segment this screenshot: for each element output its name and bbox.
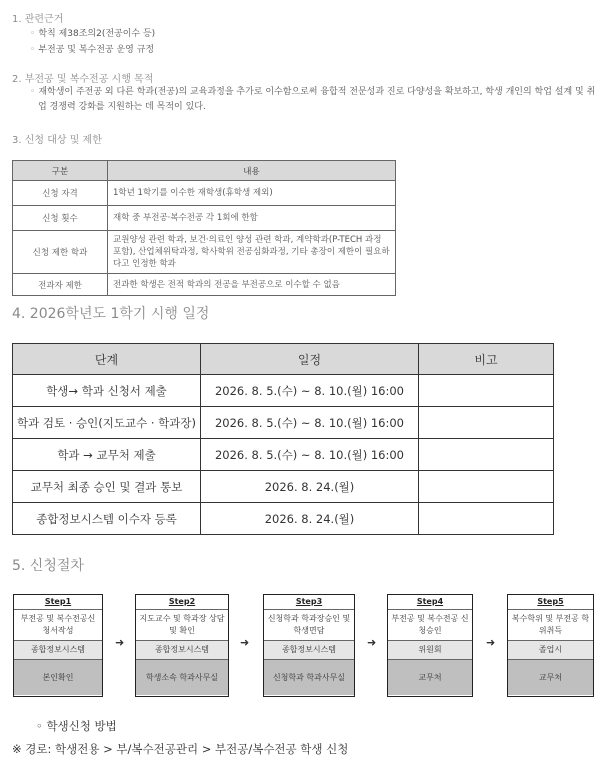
section1-item-2: ◦ 부전공 및 복수전공 운영 규정: [30, 45, 155, 55]
step-system: 위원회: [388, 641, 472, 660]
table-header-row: [13, 161, 396, 181]
row-key: 신청 횟수: [13, 206, 108, 231]
section2-title: 2. 부전공 및 복수전공 시행 목적: [12, 74, 154, 85]
application-method-heading: ◦ 학생신청 방법: [36, 719, 117, 733]
column-header: 내용: [108, 161, 396, 181]
row-key: 신청 제한 학과: [13, 231, 108, 274]
table-row: [13, 375, 554, 407]
step-1-box: [13, 594, 103, 697]
section5-title: 5. 신청절차: [12, 558, 84, 574]
arrow-right-icon: ➜: [115, 636, 125, 649]
row-key: 전과자 제한: [13, 274, 108, 296]
arrow-right-icon: ➜: [240, 636, 250, 649]
table-row: [13, 231, 396, 274]
table-row: [13, 471, 554, 503]
column-header: 일정: [201, 344, 419, 375]
date-cell: 2026. 8. 24.(월): [201, 503, 419, 535]
note-cell: [419, 439, 554, 471]
step-system: 종합정보시스템: [136, 641, 228, 660]
step-label: Step2: [136, 595, 228, 610]
section4-title: 4. 2026학년도 1학기 시행 일정: [12, 306, 210, 322]
step-5-box: [507, 594, 594, 697]
row-value: 1학년 1학기를 이수한 재학생(휴학생 제외): [108, 181, 396, 206]
note-cell: [419, 471, 554, 503]
stage-cell: 교무처 최종 승인 및 결과 통보: [13, 471, 201, 503]
step-owner: 본인확인: [14, 660, 102, 695]
date-cell: 2026. 8. 5.(수) ~ 8. 10.(월) 16:00: [201, 439, 419, 471]
step-description: 신청학과 학과장승인 및 학생면담: [264, 610, 354, 641]
row-value: 전과한 학생은 전적 학과의 전공을 부전공으로 이수할 수 없음: [108, 274, 396, 296]
step-system: 종합정보시스템: [264, 641, 354, 660]
step-owner: 신청학과 학과사무실: [264, 660, 354, 695]
row-key: 신청 자격: [13, 181, 108, 206]
step-system: 졸업시: [508, 641, 593, 660]
step-description: 부전공 및 복수전공 신청승인: [388, 610, 472, 641]
bullet-icon: ◦: [30, 45, 36, 55]
table-row: [13, 181, 396, 206]
step-owner: 교무처: [508, 660, 593, 695]
stage-cell: 학생→ 학과 신청서 제출: [13, 375, 201, 407]
column-header: 구분: [13, 161, 108, 181]
step-description: 지도교수 및 학과장 상담 및 확인: [136, 610, 228, 641]
step-4-box: [387, 594, 473, 697]
schedule-table: [12, 343, 554, 535]
step-description: 부전공 및 복수전공신청서작성: [14, 610, 102, 641]
row-value: 교원양성 관련 학과, 보건·의료인 양성 관련 학과, 계약학과(P-TECH 과정 포함), 산업체위탁과정, 학사학위 전공심화과정, 기타 총장이 제한이 필요하다고 인정한 학과: [108, 231, 396, 274]
step-label: Step4: [388, 595, 472, 610]
table-row: [13, 503, 554, 535]
section1-title: 1. 관련근거: [12, 14, 64, 25]
application-route: ※ 경로: 학생전용 > 부/복수전공관리 > 부전공/복수전공 학생 신청: [12, 742, 349, 756]
bullet-icon: ◦: [30, 87, 36, 97]
table-header-row: [13, 344, 554, 375]
date-cell: 2026. 8. 5.(수) ~ 8. 10.(월) 16:00: [201, 375, 419, 407]
step-2-box: [135, 594, 229, 697]
note-cell: [419, 375, 554, 407]
arrow-right-icon: ➜: [367, 636, 377, 649]
step-label: Step1: [14, 595, 102, 610]
row-value: 재학 중 부전공·복수전공 각 1회에 한함: [108, 206, 396, 231]
table-row: [13, 274, 396, 296]
section1-item-1: ◦ 학칙 제38조의2(전공이수 등): [30, 29, 156, 39]
stage-cell: 학과 → 교무처 제출: [13, 439, 201, 471]
note-cell: [419, 503, 554, 535]
step-owner: 교무처: [388, 660, 472, 695]
date-cell: 2026. 8. 5.(수) ~ 8. 10.(월) 16:00: [201, 407, 419, 439]
table-row: [13, 439, 554, 471]
step-label: Step3: [264, 595, 354, 610]
date-cell: 2026. 8. 24.(월): [201, 471, 419, 503]
note-cell: [419, 407, 554, 439]
step-description: 복수학위 및 부전공 학위취득: [508, 610, 593, 641]
stage-cell: 학과 검토 · 승인(지도교수 · 학과장): [13, 407, 201, 439]
section3-title: 3. 신청 대상 및 제한: [12, 135, 102, 146]
table-row: [13, 407, 554, 439]
bullet-icon: ◦: [30, 29, 36, 39]
eligibility-table: [12, 160, 396, 296]
column-header: 비고: [419, 344, 554, 375]
table-row: [13, 206, 396, 231]
column-header: 단계: [13, 344, 201, 375]
step-owner: 학생소속 학과사무실: [136, 660, 228, 695]
step-3-box: [263, 594, 355, 697]
section2-text: ◦ 재학생이 주전공 외 다른 학과(전공)의 교육과정을 추가로 이수함으로써 융합적 전문성과 진로 다양성을 확보하고, 학생 개인의 학업 설계 및 취업 경쟁력 강화를 지원하는 데 목적이 있다.: [30, 87, 596, 112]
step-system: 종합정보시스템: [14, 641, 102, 660]
stage-cell: 종합정보시스템 이수자 등록: [13, 503, 201, 535]
step-label: Step5: [508, 595, 593, 610]
arrow-right-icon: ➜: [486, 636, 496, 649]
